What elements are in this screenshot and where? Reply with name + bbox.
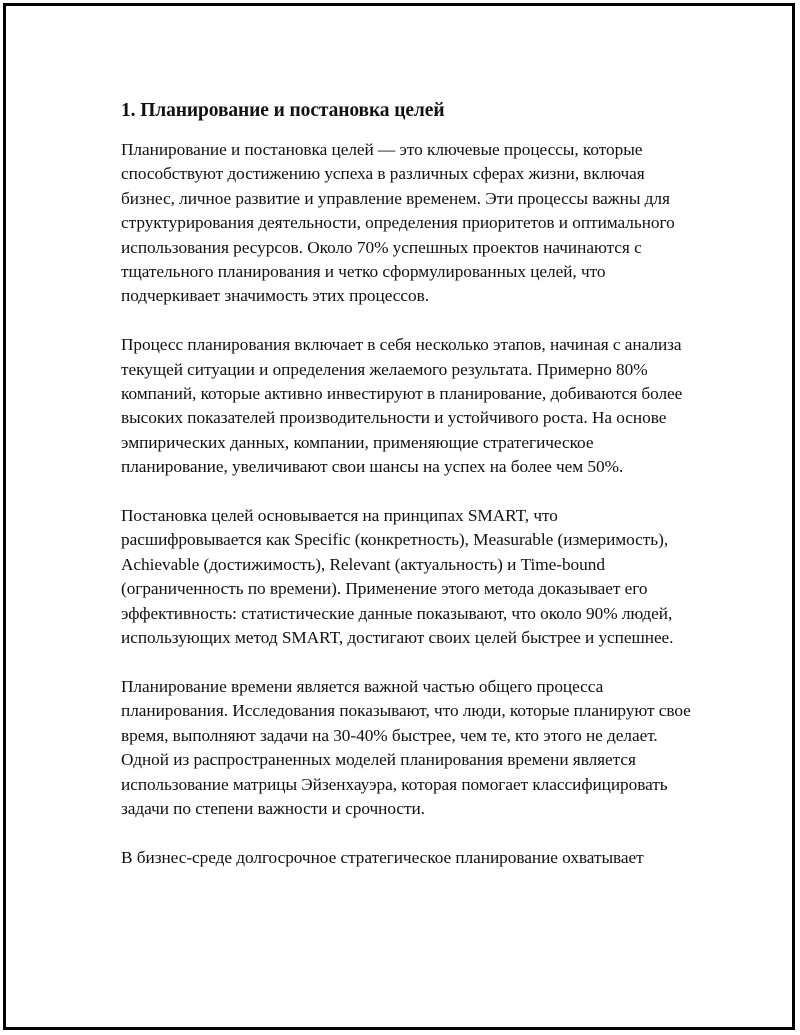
paragraph-1: Планирование и постановка целей — это ключевые процессы, которые способствуют достижению успеха в различных сферах жизни, включая бизнес, личное развитие и управление временем. Эти процессы важны для структурирования деятельности, определения приоритетов и оптимального использования ресурсов. Около 70% успешных проектов начинаются с тщательного планирования и четко сформулированных целей, что подчеркивает значимость этих процессов. (121, 140, 675, 306)
paragraph-2: Процесс планирования включает в себя несколько этапов, начиная с анализа текущей ситуации и определения желаемого результата. Примерно 80% компаний, которые активно инвестируют в планирование, добиваются более высоких показателей производительности и устойчивого роста. На основе эмпирических данных, компании, применяющие стратегическое планирование, увеличивают свои шансы на успех на более чем 50%. (121, 335, 683, 477)
paragraph-5: В бизнес-среде долгосрочное стратегическое планирование охватывает (121, 847, 644, 867)
document-content (121, 98, 701, 895)
section-heading: 1. Планирование и постановка целей (121, 100, 445, 121)
paragraph-4: Планирование времени является важной частью общего процесса планирования. Исследования показывают, что люди, которые планируют свое время, выполняют задачи на 30-40% быстрее, чем те, кто этого не делает. Одной из распространенных моделей планирования времени является использование матрицы Эйзенхауэра, которая помогает классифицировать задачи по степени важности и срочности. (121, 676, 691, 818)
document-page (3, 3, 795, 1030)
paragraph-3: Постановка целей основывается на принципах SMART, что расшифровывается как Specific (конкретность), Measurable (измеримость), Achievable (достижимость), Relevant (актуальность) и Time-bound (ограниченность по времени). Применение этого метода доказывает его эффективность: статистические данные показывают, что около 90% людей, использующих метод SMART, достигают своих целей быстрее и успешнее. (121, 506, 674, 648)
